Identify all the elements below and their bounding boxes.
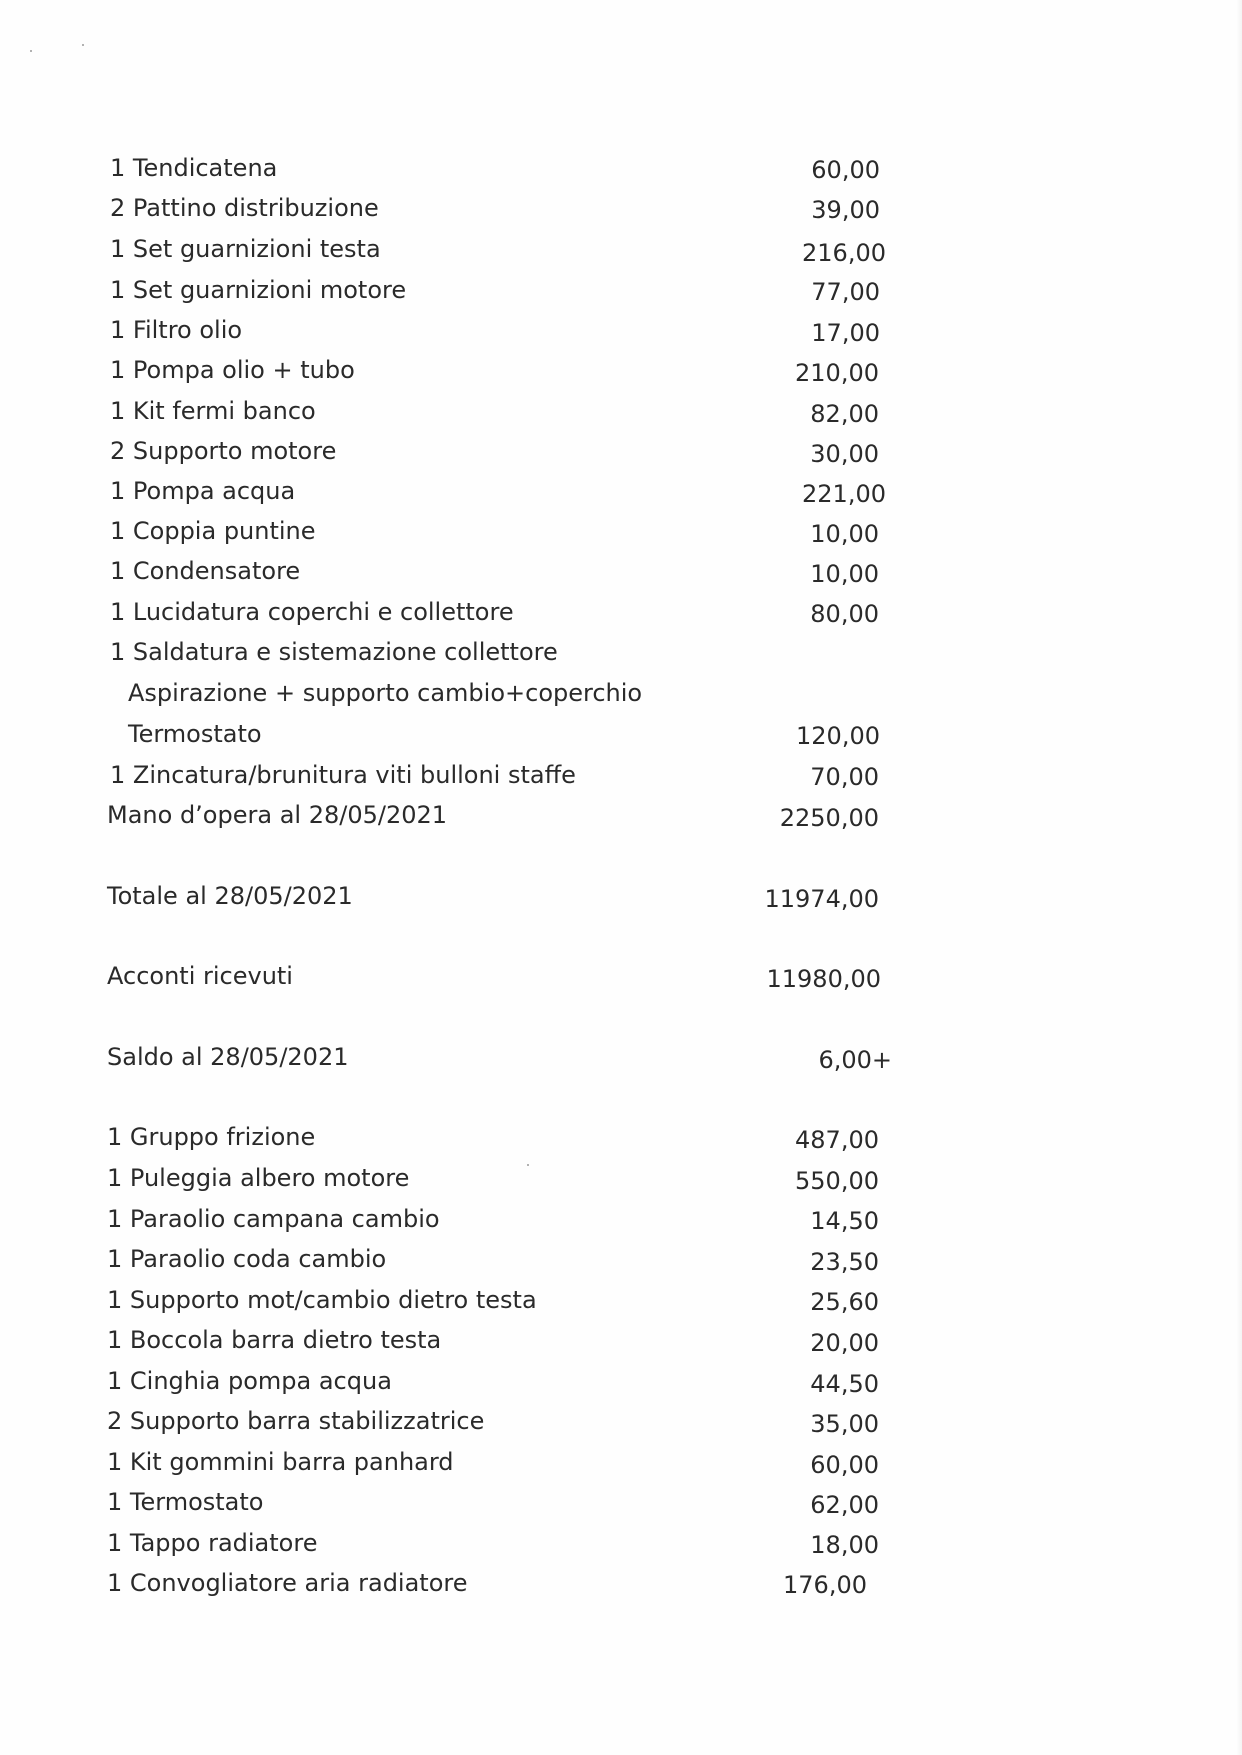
list-item	[110, 352, 879, 388]
list-item	[110, 272, 880, 308]
item-label: 1 Paraolio coda cambio	[107, 1245, 387, 1273]
list-item	[107, 1282, 879, 1318]
item-amount: 60,00	[810, 1451, 879, 1479]
total-amount: 11974,00	[764, 885, 879, 913]
item-amount: 10,00	[810, 520, 879, 548]
list-item-continuation	[128, 716, 880, 752]
item-label: Termostato	[128, 720, 262, 748]
list-item	[107, 1241, 879, 1277]
scan-speck	[30, 50, 32, 52]
item-label: 1 Kit fermi banco	[110, 397, 316, 425]
list-item	[110, 190, 880, 226]
item-amount: 216,00	[802, 239, 886, 267]
balance-row	[107, 1039, 892, 1075]
item-amount: 23,50	[810, 1248, 879, 1276]
scan-speck	[82, 44, 84, 46]
item-label: 1 Paraolio campana cambio	[107, 1205, 440, 1233]
list-item	[110, 393, 879, 429]
list-item	[107, 1119, 879, 1155]
item-label: 1 Convogliatore aria radiatore	[107, 1569, 468, 1597]
item-label: 1 Tendicatena	[110, 154, 278, 182]
item-amount: 120,00	[796, 722, 880, 750]
item-label: 2 Pattino distribuzione	[110, 194, 379, 222]
item-label: 1 Zincatura/brunitura viti bulloni staffe	[110, 761, 576, 789]
item-label: 1 Pompa acqua	[110, 477, 296, 505]
item-amount: 82,00	[810, 400, 879, 428]
item-amount: 10,00	[810, 560, 879, 588]
item-amount: 62,00	[810, 1491, 879, 1519]
list-item	[107, 1403, 879, 1439]
item-label: 1 Pompa olio + tubo	[110, 356, 355, 384]
item-label: 1 Filtro olio	[110, 316, 243, 344]
list-item	[110, 433, 879, 469]
item-label: 1 Gruppo frizione	[107, 1123, 316, 1151]
list-item	[110, 312, 880, 348]
item-label: Aspirazione + supporto cambio+coperchio	[128, 679, 643, 707]
item-label: 1 Boccola barra dietro testa	[107, 1326, 442, 1354]
list-item	[110, 634, 780, 670]
deposits-row	[107, 958, 881, 994]
item-amount: 176,00	[783, 1571, 867, 1599]
item-label: 1 Supporto mot/cambio dietro testa	[107, 1286, 537, 1314]
item-label: 1 Termostato	[107, 1488, 264, 1516]
item-label: 2 Supporto motore	[110, 437, 337, 465]
item-amount: 550,00	[795, 1167, 879, 1195]
item-amount: 17,00	[811, 319, 880, 347]
item-amount: 221,00	[802, 480, 886, 508]
total-row	[107, 878, 879, 914]
item-label: Mano d’opera al 28/05/2021	[107, 801, 448, 829]
item-amount: 487,00	[795, 1126, 879, 1154]
item-label: 1 Tappo radiatore	[107, 1529, 318, 1557]
item-label: 1 Saldatura e sistemazione collettore	[110, 638, 558, 666]
item-amount: 60,00	[811, 156, 880, 184]
list-item	[107, 1160, 879, 1196]
item-label: 1 Kit gommini barra panhard	[107, 1448, 454, 1476]
item-amount: 70,00	[810, 763, 879, 791]
item-amount: 20,00	[810, 1329, 879, 1357]
scan-edge-shadow	[1236, 0, 1242, 1755]
item-label: 1 Lucidatura coperchi e collettore	[110, 598, 514, 626]
list-item	[107, 1201, 879, 1237]
list-item	[110, 231, 886, 267]
item-label: 1 Coppia puntine	[110, 517, 316, 545]
list-item	[110, 150, 880, 186]
item-amount: 80,00	[810, 600, 879, 628]
balance-label: Saldo al 28/05/2021	[107, 1043, 349, 1071]
item-amount: 44,50	[810, 1370, 879, 1398]
list-item	[107, 1322, 879, 1358]
list-item	[107, 1565, 867, 1601]
item-amount: 14,50	[810, 1207, 879, 1235]
item-amount: 18,00	[810, 1531, 879, 1559]
balance-amount: 6,00+	[818, 1046, 892, 1074]
item-label: 2 Supporto barra stabilizzatrice	[107, 1407, 485, 1435]
deposits-amount: 11980,00	[766, 965, 881, 993]
item-amount: 2250,00	[779, 804, 879, 832]
item-label: 1 Puleggia albero motore	[107, 1164, 410, 1192]
item-amount: 210,00	[795, 359, 879, 387]
item-label: 1 Set guarnizioni motore	[110, 276, 407, 304]
list-item	[110, 513, 879, 549]
list-item	[110, 473, 886, 509]
list-item	[110, 594, 879, 630]
item-amount: 77,00	[811, 278, 880, 306]
list-item	[107, 1363, 879, 1399]
item-amount: 30,00	[810, 440, 879, 468]
deposits-label: Acconti ricevuti	[107, 962, 293, 990]
list-item-continuation	[128, 675, 780, 711]
item-label: 1 Cinghia pompa acqua	[107, 1367, 392, 1395]
total-label: Totale al 28/05/2021	[107, 882, 353, 910]
item-amount: 25,60	[810, 1288, 879, 1316]
item-amount: 35,00	[810, 1410, 879, 1438]
list-item	[107, 1525, 879, 1561]
list-item	[107, 1484, 879, 1520]
item-label: 1 Condensatore	[110, 557, 301, 585]
item-label: 1 Set guarnizioni testa	[110, 235, 381, 263]
list-item	[107, 1444, 879, 1480]
list-item	[110, 757, 879, 793]
list-item	[107, 797, 879, 833]
list-item	[110, 553, 879, 589]
item-amount: 39,00	[811, 196, 880, 224]
